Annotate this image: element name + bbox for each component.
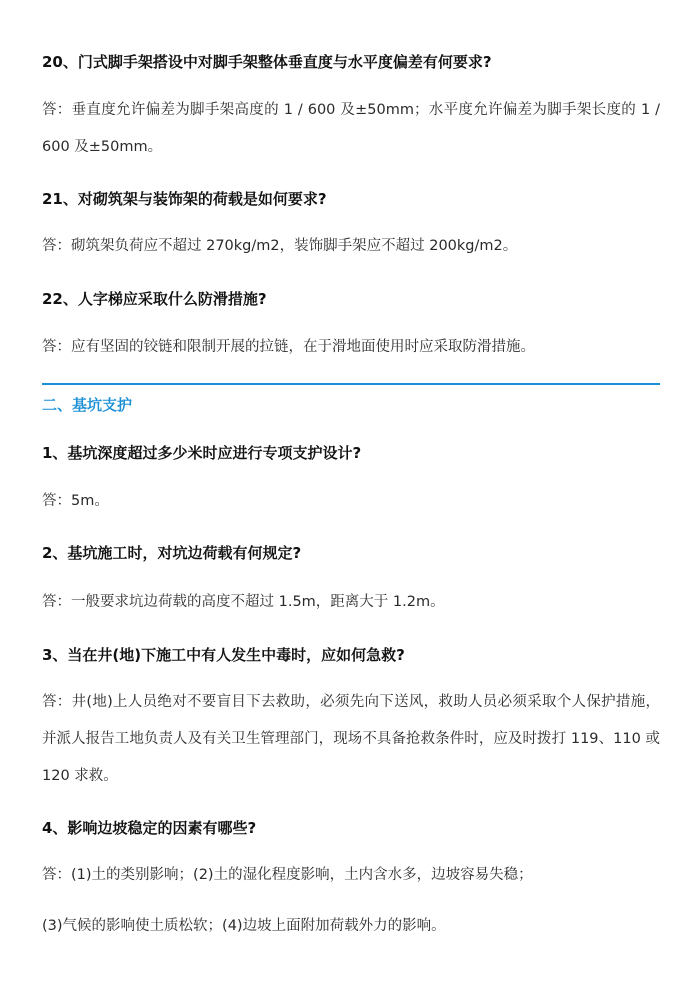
answer-20: 答：垂直度允许偏差为脚手架高度的 1 / 600 及±50mm；水平度允许偏差为脚手架长度的 1 / 600 及±50mm。	[42, 102, 660, 155]
answer-4-line-2: (3)气候的影响使土质松软；(4)边坡上面附加荷载外力的影响。	[42, 918, 446, 934]
question-4: 4、影响边坡稳定的因素有哪些?	[42, 819, 257, 837]
question-20: 20、门式脚手架搭设中对脚手架整体垂直度与水平度偏差有何要求?	[42, 53, 492, 71]
answer-22: 答：应有坚固的铰链和限制开展的拉链，在于滑地面使用时应采取防滑措施。	[42, 339, 535, 355]
question-3: 3、当在井(地)下施工中有人发生中毒时，应如何急救?	[42, 646, 405, 664]
answer-21: 答：砌筑架负荷应不超过 270kg/m2，装饰脚手架应不超过 200kg/m2。	[42, 238, 518, 254]
question-22: 22、人字梯应采取什么防滑措施?	[42, 290, 267, 308]
section-divider	[42, 383, 660, 385]
question-2: 2、基坑施工时，对坑边荷载有何规定?	[42, 544, 302, 562]
answer-2: 答：一般要求坑边荷载的高度不超过 1.5m，距离大于 1.2m。	[42, 594, 445, 610]
answer-1: 答：5m。	[42, 493, 109, 509]
section-title: 二、基坑支护	[42, 396, 133, 414]
question-21: 21、对砌筑架与装饰架的荷载是如何要求?	[42, 190, 327, 208]
answer-4-line-1: 答：(1)土的类别影响；(2)土的湿化程度影响，土内含水多，边坡容易失稳；	[42, 867, 533, 883]
question-1: 1、基坑深度超过多少米时应进行专项支护设计?	[42, 444, 362, 462]
answer-3: 答：井(地)上人员绝对不要盲目下去救助，必须先向下送风，救助人员必须采取个人保护措施，并派人报告工地负责人及有关卫生管理部门，现场不具备抢救条件时，应及时拨打 119、110 或 120 求救。	[42, 694, 660, 784]
